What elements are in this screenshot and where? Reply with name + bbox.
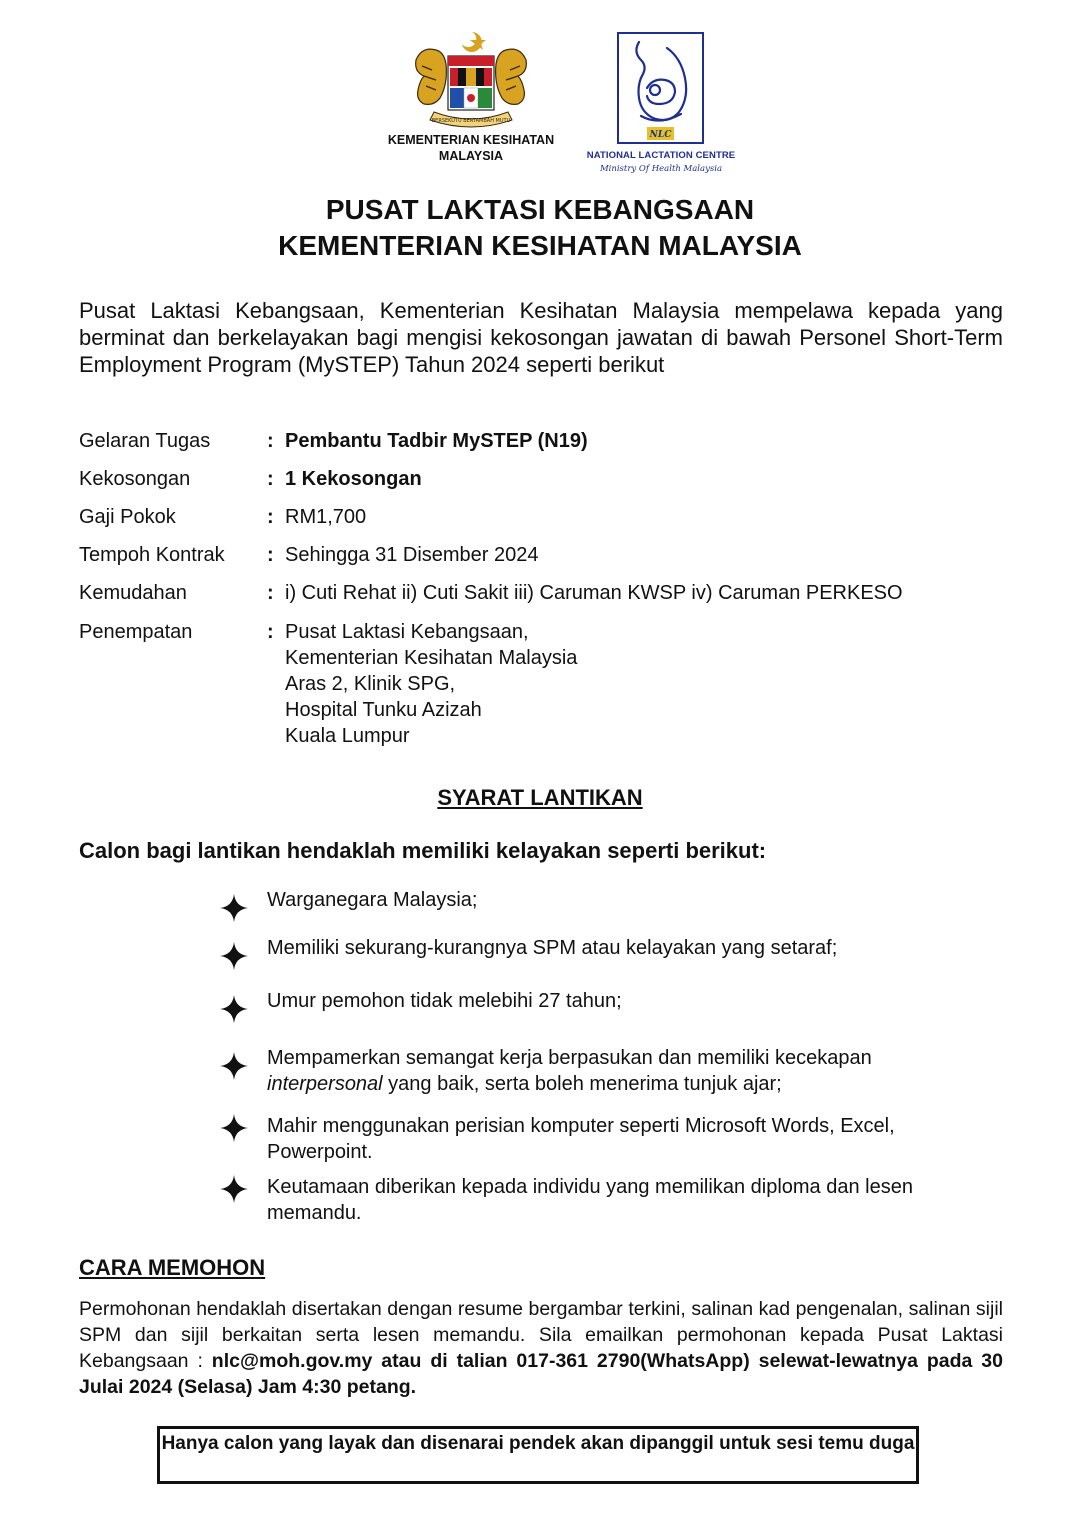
detail-value: Pembantu Tadbir MySTEP (N19): [285, 430, 588, 452]
requirement-text: Warganegara Malaysia;: [267, 889, 478, 911]
four-point-star-icon: [219, 994, 249, 1024]
detail-colon: :: [267, 468, 274, 490]
cara-text-plain: Permohonan hendaklah disertakan dengan resume bergambar terkini, salinan kad pengenalan, salinan sijil SPM dan sijil berkaitan serta lesen memandu. Sila emailkan permohonan kepada Pusat Laktasi Kebangsaan :: [79, 1298, 1003, 1372]
detail-colon: :: [267, 506, 274, 528]
detail-colon: :: [267, 430, 274, 452]
requirement-text: Umur pemohon tidak melebihi 27 tahun;: [267, 990, 622, 1012]
detail-label: Kemudahan: [79, 582, 187, 604]
detail-label: Kekosongan: [79, 468, 191, 490]
address-line: Kementerian Kesihatan Malaysia: [285, 647, 578, 669]
requirement-text: [267, 1045, 947, 1097]
requirement-text: Keutamaan diberikan kepada individu yang memilikan diploma dan lesen memandu.: [267, 1176, 913, 1224]
detail-label: Penempatan: [79, 621, 193, 643]
cara-paragraph: [79, 1296, 1003, 1400]
nlc-logo: [617, 32, 704, 144]
syarat-intro: Calon bagi lantikan hendaklah memiliki kelayakan seperti berikut:: [79, 838, 767, 863]
nlc-ministry: Ministry Of Health Malaysia: [599, 164, 723, 174]
italic-term: interpersonal: [267, 1073, 383, 1095]
moh-name-line1: KEMENTERIAN KESIHATAN: [387, 133, 555, 147]
crest-motto: BERSEKUTU BERTAMBAH MUTU: [431, 118, 511, 124]
address-line: Aras 2, Klinik SPG,: [285, 673, 456, 695]
detail-value: RM1,700: [285, 506, 367, 528]
four-point-star-icon: [219, 1174, 249, 1204]
moh-name: [360, 132, 582, 164]
requirement-line: [267, 1071, 947, 1097]
detail-colon: :: [267, 582, 274, 604]
four-point-star-icon: [219, 1113, 249, 1143]
cara-text-bold: nlc@moh.gov.my atau di talian 017-361 2790(WhatsApp) selewat-lewatnya pada 30 Julai 2024 (Selasa) Jam 4:30 petang.: [79, 1350, 1003, 1398]
detail-value: [285, 619, 577, 749]
requirement-text: Mahir menggunakan perisian komputer seperti Microsoft Words, Excel, Powerpoint.: [267, 1115, 895, 1163]
page-title-line1: PUSAT LAKTASI KEBANGSAAN: [325, 194, 755, 225]
interview-notice-box: Hanya calon yang layak dan disenarai pendek akan dipanggil untuk sesi temu duga: [157, 1426, 919, 1484]
page-title-line2: KEMENTERIAN KESIHATAN MALAYSIA: [278, 230, 802, 261]
detail-label: Gelaran Tugas: [79, 430, 211, 452]
four-point-star-icon: [219, 941, 249, 971]
detail-colon: :: [267, 544, 274, 566]
nlc-abbr: NLC: [649, 130, 672, 140]
detail-value: Sehingga 31 Disember 2024: [285, 544, 539, 566]
detail-value: 1 Kekosongan: [285, 468, 422, 490]
detail-value: i) Cuti Rehat ii) Cuti Sakit iii) Caruman KWSP iv) Caruman PERKESO: [285, 582, 903, 604]
moh-name-line2: MALAYSIA: [438, 149, 504, 163]
four-point-star-icon: [219, 893, 249, 923]
address-line: Kuala Lumpur: [285, 725, 410, 747]
nlc-name: NATIONAL LACTATION CENTRE: [586, 150, 736, 161]
cara-heading: CARA MEMOHON: [79, 1255, 266, 1280]
four-point-star-icon: [219, 1051, 249, 1081]
detail-colon: :: [267, 621, 274, 643]
address-line: Hospital Tunku Azizah: [285, 699, 482, 721]
requirement-rest: yang baik, serta boleh menerima tunjuk ajar;: [382, 1073, 782, 1095]
requirement-text: Memiliki sekurang-kurangnya SPM atau kelayakan yang setaraf;: [267, 937, 838, 959]
address-line: Pusat Laktasi Kebangsaan,: [285, 621, 529, 643]
syarat-heading: SYARAT LANTIKAN: [437, 785, 643, 810]
requirement-line: Mempamerkan semangat kerja berpasukan dan memiliki kecekapan: [267, 1047, 872, 1069]
moh-crest-logo: [408, 30, 534, 130]
intro-paragraph: Pusat Laktasi Kebangsaan, Kementerian Kesihatan Malaysia mempelawa kepada yang berminat dan berkelayakan bagi mengisi kekosongan jawatan di bawah Personel Short-Term Employment Program (MySTEP) Tahun 2024 seperti berikut: [79, 298, 1003, 377]
detail-label: Gaji Pokok: [79, 506, 176, 528]
detail-label: Tempoh Kontrak: [79, 544, 225, 566]
